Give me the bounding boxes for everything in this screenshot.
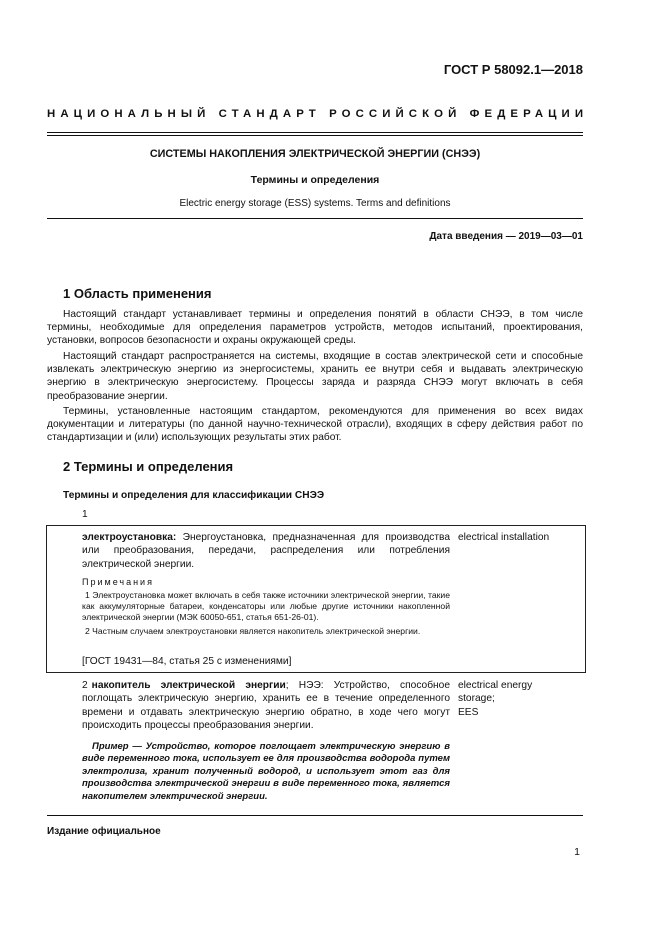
section-1-heading: 1 Область применения [63, 286, 212, 301]
header-rule-top [47, 132, 583, 133]
standard-title-english: Electric energy storage (ESS) systems. Terms and definitions [179, 198, 451, 209]
term-2-name: накопитель электрической энергии [91, 680, 286, 691]
notes-heading: Примечания [82, 577, 154, 587]
national-standard-banner: НАЦИОНАЛЬНЫЙ СТАНДАРТ РОССИЙСКОЙ ФЕДЕРАЦИИ [47, 108, 589, 120]
term-2-number: 2 [82, 680, 88, 691]
page-number: 1 [574, 846, 580, 858]
standard-subtitle: Термины и определения [250, 174, 380, 186]
standard-title: СИСТЕМЫ НАКОПЛЕНИЯ ЭЛЕКТРИЧЕСКОЙ ЭНЕРГИИ (СНЭЭ) [149, 148, 481, 160]
term-2-english-line-3: EES [458, 706, 479, 718]
edition-label: Издание официальное [47, 826, 161, 837]
footer-rule [47, 815, 583, 816]
note-2: 2 Частным случаем электроустановки является накопитель электрической энергии. [85, 626, 421, 636]
term-2-text: ; НЭЭ: Устройство, способное поглощать электрическую энергию, хранить ее в течение определенного времени и отдавать электрическую энергию обратно, в ходе чего могут происходить процессы преобразования энергии. [82, 680, 450, 732]
introduction-date: Дата введения — 2019—03—01 [429, 231, 583, 242]
title-rule [47, 218, 583, 219]
term-1-english: electrical installation [458, 532, 550, 543]
section-2-heading: 2 Термины и определения [63, 459, 234, 474]
term-1-text: Энергоустановка, предназначенная для производства или преобразования, передачи, распределения или потребления электрической энергии. [82, 532, 450, 570]
term-1-number: 1 [82, 509, 88, 520]
term-1-definition [82, 531, 450, 571]
term-2-example: Пример — Устройство, которое поглощает электрическую энергию в виде переменного тока, использует ее для производства водорода путем электролиза, хранит полученный водород, и использует этот газ для производства электрической энергии в виде переменного тока, является накопителем электрической энергии. [82, 741, 450, 802]
term-1-name: электроустановка: [82, 532, 177, 543]
header-rule-bottom [47, 135, 583, 136]
note-1: 1 Электроустановка может включать в себя также источники электрической энергии, такие как аккумуляторные батареи, конденсаторы или любые другие источники накопленной электрической энергии (МЭК 60050-651, статья 651-26-01). [82, 590, 450, 623]
section-1-paragraph-1: Настоящий стандарт устанавливает термины и определения понятий в области СНЭЭ, в том числе термины, необходимые для определения параметров устройств, методов испытаний, проектирования, установки, вопросов безопасности и охраны окружающей среды. [47, 309, 583, 347]
document-code: ГОСТ Р 58092.1—2018 [443, 62, 583, 77]
term-2-english-line-2: storage; [458, 693, 495, 705]
section-1-paragraph-3: Термины, установленные настоящим стандартом, рекомендуются для применения во всех видах документации и литературы (по данной научно-технической отрасли), входящих в сферу действия работ по стандартизации и (или) использующих результаты этих работ. [47, 406, 583, 444]
term-2-definition [82, 679, 450, 733]
classification-subheading: Термины и определения для классификации СНЭЭ [63, 490, 325, 501]
term-2-english-line-1: electrical energy [458, 680, 533, 691]
term-1-source: [ГОСТ 19431—84, статья 25 с изменениями] [82, 656, 292, 667]
section-1-paragraph-2: Настоящий стандарт распространяется на системы, входящие в состав электрической сети и способные извлекать электрическую энергию из энергосистемы, хранить ее внутри себя и выдавать электрическую энергию в электрическую энергосистему. Процессы заряда и разряда СНЭЭ могут включать в себя преобразование энергии. [47, 351, 583, 402]
term-2-english [458, 679, 532, 719]
